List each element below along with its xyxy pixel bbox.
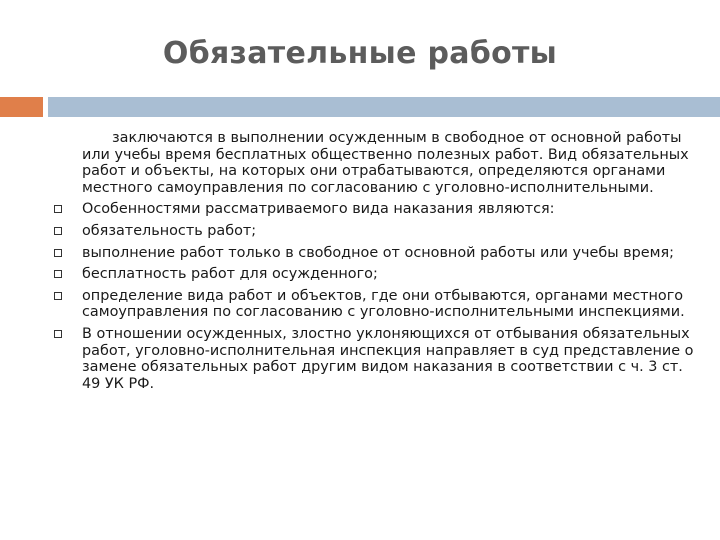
bullet-item [54, 266, 694, 283]
square-bullet-icon [54, 205, 62, 213]
square-bullet-icon [54, 249, 62, 257]
accent-bar-blue [48, 97, 720, 117]
square-bullet-icon [54, 292, 62, 300]
bullet-item [54, 326, 694, 392]
bullet-item [54, 288, 694, 321]
bullet-item [54, 223, 694, 240]
bullet-item [54, 245, 694, 262]
square-bullet-icon [54, 330, 62, 338]
bullet-text: определение вида работ и объектов, где они отбываются, органами местного самоуправления по согласованию с уголовно-исполнительными инспекциями. [82, 287, 685, 321]
bullet-text: выполнение работ только в свободное от основной работы или учебы время; [82, 244, 675, 261]
bullet-text: обязательность работ; [82, 222, 257, 239]
slide-body [54, 130, 694, 397]
square-bullet-icon [54, 270, 62, 278]
bullet-item [54, 201, 694, 218]
bullet-text: В отношении осужденных, злостно уклоняющихся от отбывания обязательных работ, уголовно-исполнительная инспекция направляет в суд представление о замене обязательных работ другим видом наказания в соответствии с ч. 3 ст. 49 УК РФ. [82, 325, 694, 392]
intro-paragraph: заключаются в выполнении осужденным в свободное от основной работы или учебы время бесплатных общественно полезных работ. Вид обязательных работ и объекты, на которых они отрабатываются, определяются органами местного самоуправления по согласованию с уголовно-исполнительными. [82, 130, 689, 196]
bullet-text: бесплатность работ для осужденного; [82, 266, 378, 283]
accent-bar-orange [0, 97, 43, 117]
square-bullet-icon [54, 227, 62, 235]
bullet-text: Особенностями рассматриваемого вида наказания являются: [82, 201, 555, 218]
slide-title: Обязательные работы [162, 36, 558, 71]
